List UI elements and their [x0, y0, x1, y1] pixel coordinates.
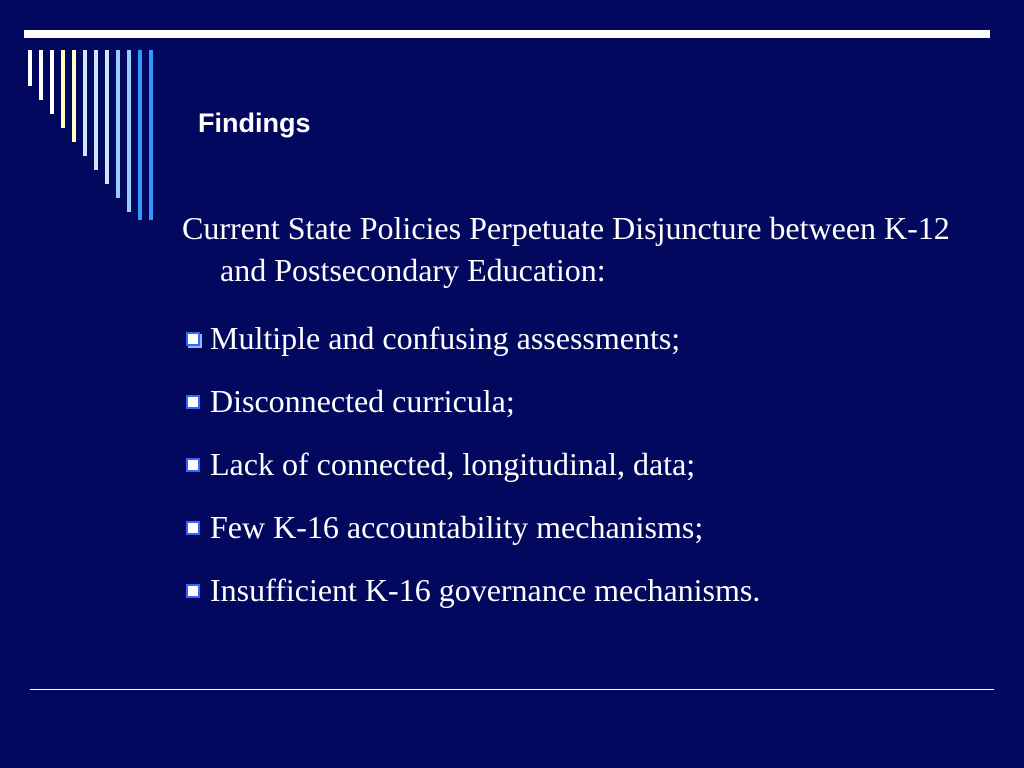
- square-bullet-icon: [186, 584, 200, 598]
- bullet-item: [182, 370, 982, 433]
- stripe: [28, 50, 32, 86]
- bullet-item: [182, 559, 982, 622]
- bullet-item: [182, 307, 982, 370]
- stripe: [61, 50, 65, 128]
- intro-text: Current State Policies Perpetuate Disjuncture between K-12 and Postsecondary Education:: [182, 210, 950, 288]
- bullet-text: Lack of connected, longitudinal, data;: [210, 445, 696, 482]
- stripe: [94, 50, 98, 170]
- slide-body: [182, 208, 982, 622]
- stripe: [138, 50, 142, 220]
- stripe: [127, 50, 131, 212]
- bullet-text: Insufficient K-16 governance mechanisms.: [210, 571, 761, 608]
- stripe: [50, 50, 54, 114]
- stripe: [39, 50, 43, 100]
- bullet-list: [182, 307, 982, 622]
- bullet-text: Disconnected curricula;: [210, 382, 515, 419]
- square-bullet-icon: [186, 332, 200, 346]
- bottom-rule: [30, 689, 994, 690]
- bullet-item: [182, 433, 982, 496]
- bullet-item: [182, 496, 982, 559]
- square-bullet-icon: [186, 458, 200, 472]
- bullet-text: Multiple and confusing assessments;: [210, 319, 681, 356]
- bullet-text: Few K-16 accountability mechanisms;: [210, 508, 704, 545]
- decorative-stripes: [0, 0, 200, 220]
- square-bullet-icon: [186, 521, 200, 535]
- stripe: [116, 50, 120, 198]
- stripe: [105, 50, 109, 184]
- stripe: [83, 50, 87, 156]
- square-bullet-icon: [186, 395, 200, 409]
- slide-title: Findings: [198, 108, 311, 138]
- stripe: [72, 50, 76, 142]
- stripe: [149, 50, 153, 220]
